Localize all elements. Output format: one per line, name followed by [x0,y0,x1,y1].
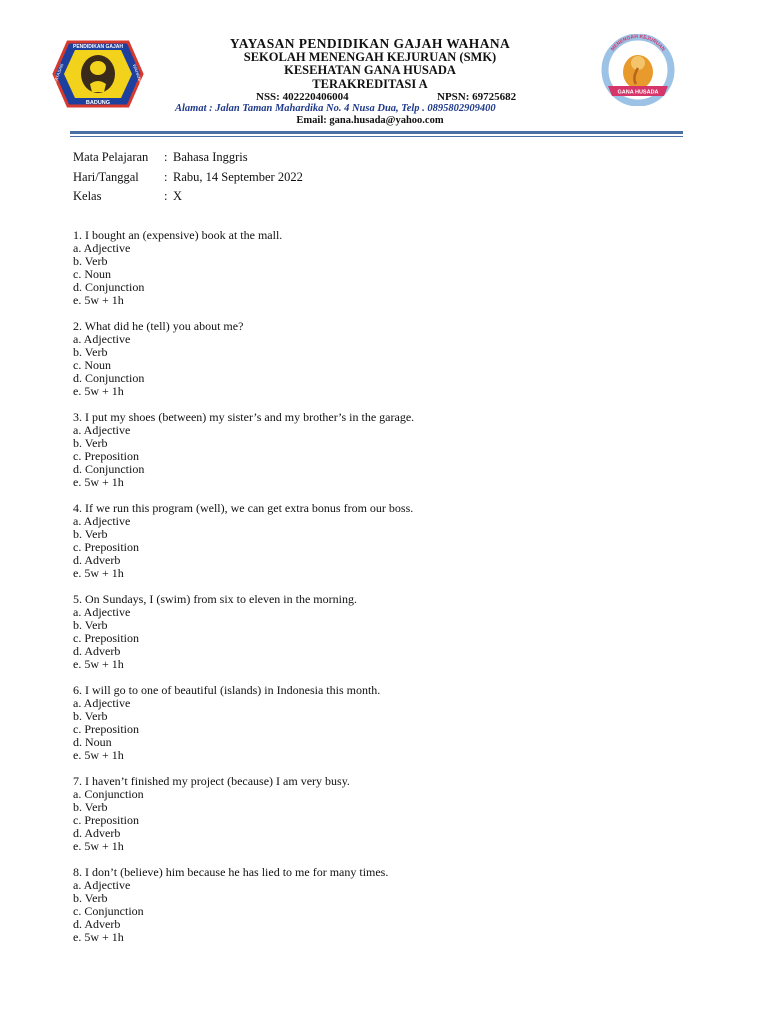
foundation-logo-text: PENDIDIKAN GAJAH [72,44,124,50]
answer-option: b. Verb [73,345,108,359]
question-item [73,229,693,307]
question-item [73,684,693,762]
answer-option: a. Adjective [73,423,131,437]
header-divider-thin [70,136,683,137]
school-logo [592,34,684,106]
answer-option: b. Verb [73,254,108,268]
answer-option: a. Adjective [73,241,131,255]
school-email: Email: gana.husada@yahoo.com [296,115,444,126]
answer-option: b. Verb [73,800,108,814]
foundation-logo-text: YAYASAN [52,63,65,84]
answer-option: c. Preposition [73,813,139,827]
info-value: Rabu, 14 September 2022 [173,169,303,184]
question-item [73,866,693,944]
question-text: 6. I will go to one of beautiful (islands) in Indonesia this month. [73,683,381,697]
answer-option: d. Noun [73,735,112,749]
answer-option: d. Adverb [73,826,121,840]
answer-option: d. Adverb [73,644,121,658]
question-item [73,502,693,580]
info-row-date [73,170,303,190]
info-colon: : [164,169,168,184]
info-row-class [73,189,303,209]
school-logo-ribbon: GANA HUSADA [617,89,659,96]
answer-option: a. Adjective [73,332,131,346]
answer-option: d. Conjunction [73,371,145,385]
info-value: X [173,189,183,203]
answer-option: d. Adverb [73,553,121,567]
answer-option: b. Verb [73,436,108,450]
answer-option: e. 5w + 1h [73,293,124,307]
answer-option: d. Conjunction [73,462,145,476]
npsn-number: NPSN: 69725682 [437,91,517,103]
question-item [73,320,693,398]
info-label: Mata Pelajaran [73,150,149,164]
answer-option: e. 5w + 1h [73,930,124,944]
answer-option: c. Noun [73,358,111,372]
answer-option: a. Adjective [73,605,131,619]
answer-option: d. Adverb [73,917,121,931]
question-item [73,593,693,671]
question-text: 5. On Sundays, I (swim) from six to eleven in the morning. [73,592,357,606]
accreditation: TERAKREDITASI A [312,76,428,91]
program-name: KESEHATAN GANA HUSADA [284,63,456,77]
answer-option: e. 5w + 1h [73,384,124,398]
letterhead [150,37,590,91]
question-text: 1. I bought an (expensive) book at the mall. [73,228,283,242]
question-item [73,775,693,853]
question-list [73,229,693,957]
info-colon: : [164,150,168,164]
question-text: 2. What did he (tell) you about me? [73,319,244,333]
question-text: 4. If we run this program (well), we can get extra bonus from our boss. [73,501,414,515]
school-name: SEKOLAH MENENGAH KEJURUAN (SMK) [243,49,497,64]
answer-option: e. 5w + 1h [73,566,124,580]
answer-option: a. Adjective [73,878,131,892]
answer-option: c. Preposition [73,449,139,463]
info-colon: : [164,189,168,203]
school-address: Alamat : Jalan Taman Mahardika No. 4 Nusa Dua, Telp . 0895802909400 [175,103,496,114]
question-item [73,411,693,489]
question-text: 3. I put my shoes (between) my sister’s and my brother’s in the garage. [73,410,415,424]
answer-option: c. Conjunction [73,904,144,918]
answer-option: a. Conjunction [73,787,144,801]
school-logo-text: MENENGAH KEJURUAN [609,34,667,53]
foundation-name: YAYASAN PENDIDIKAN GAJAH WAHANA [229,36,511,51]
header-divider [70,131,683,134]
answer-option: c. Preposition [73,631,139,645]
foundation-logo [50,38,146,110]
answer-option: e. 5w + 1h [73,475,124,489]
info-row-subject [73,150,303,170]
info-label: Kelas [73,189,102,203]
foundation-logo-text: WAHANA [131,63,144,84]
answer-option: b. Verb [73,891,108,905]
answer-option: e. 5w + 1h [73,657,124,671]
answer-option: e. 5w + 1h [73,839,124,853]
info-value: Bahasa Inggris [173,150,248,164]
answer-option: a. Adjective [73,514,131,528]
answer-option: c. Preposition [73,722,139,736]
answer-option: e. 5w + 1h [73,748,124,762]
question-text: 7. I haven’t finished my project (because) I am very busy. [73,774,350,788]
answer-option: b. Verb [73,709,108,723]
answer-option: a. Adjective [73,696,131,710]
exam-info [73,150,303,209]
nss-number: NSS: 402220406004 [256,91,349,103]
answer-option: b. Verb [73,618,108,632]
foundation-logo-text: BADUNG [85,100,111,106]
answer-option: d. Conjunction [73,280,145,294]
answer-option: c. Noun [73,267,111,281]
question-text: 8. I don’t (believe) him because he has lied to me for many times. [73,865,389,879]
answer-option: c. Preposition [73,540,139,554]
info-label: Hari/Tanggal [73,169,139,184]
answer-option: b. Verb [73,527,108,541]
